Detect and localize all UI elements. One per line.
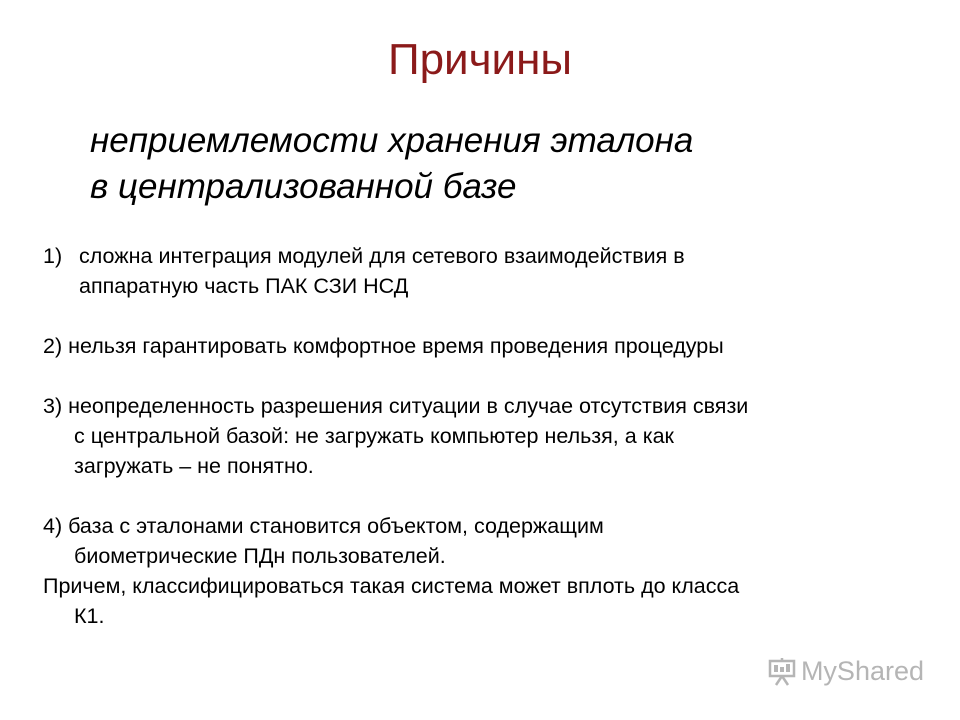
slide-title: Причины bbox=[387, 35, 573, 84]
subtitle-line-2: в централизованной базе bbox=[90, 167, 517, 206]
classification-note bbox=[43, 571, 923, 631]
reason-1-line-1 bbox=[43, 241, 923, 271]
reason-4-line-2: биометрические ПДн пользователей. bbox=[74, 544, 446, 568]
note-line-2: К1. bbox=[74, 604, 105, 628]
reason-3-line-2: с центральной базой: не загружать компьютер нельзя, а как bbox=[74, 424, 674, 448]
note-line-1: Причем, классифицироваться такая система может вплоть до класса bbox=[43, 574, 740, 598]
reason-item-2 bbox=[43, 331, 923, 361]
myshared-watermark bbox=[767, 656, 924, 687]
reason-item-3 bbox=[43, 391, 923, 481]
presentation-board-icon bbox=[767, 657, 797, 687]
reason-2-line-1: 2) нельзя гарантировать комфортное время проведения процедуры bbox=[43, 334, 724, 358]
watermark-text: MyShared bbox=[800, 656, 924, 686]
subtitle-line-1: неприемлемости хранения эталона bbox=[90, 121, 694, 160]
reason-4-line-1: 4) база с эталонами становится объектом, содержащим bbox=[43, 514, 604, 538]
slide-subtitle bbox=[90, 118, 693, 210]
reason-3-line-3: загружать – не понятно. bbox=[74, 454, 314, 478]
reason-item-1 bbox=[43, 241, 923, 301]
reason-1-number: 1) bbox=[43, 244, 63, 268]
reason-1-line-2: аппаратную часть ПАК СЗИ НСД bbox=[79, 274, 409, 298]
reasons-list bbox=[43, 241, 923, 631]
reason-1-line-1-text: сложна интеграция модулей для сетевого взаимодействия в bbox=[79, 244, 685, 268]
reason-3-line-1: 3) неопределенность разрешения ситуации в случае отсутствия связи bbox=[43, 394, 749, 418]
reason-item-4 bbox=[43, 511, 923, 571]
